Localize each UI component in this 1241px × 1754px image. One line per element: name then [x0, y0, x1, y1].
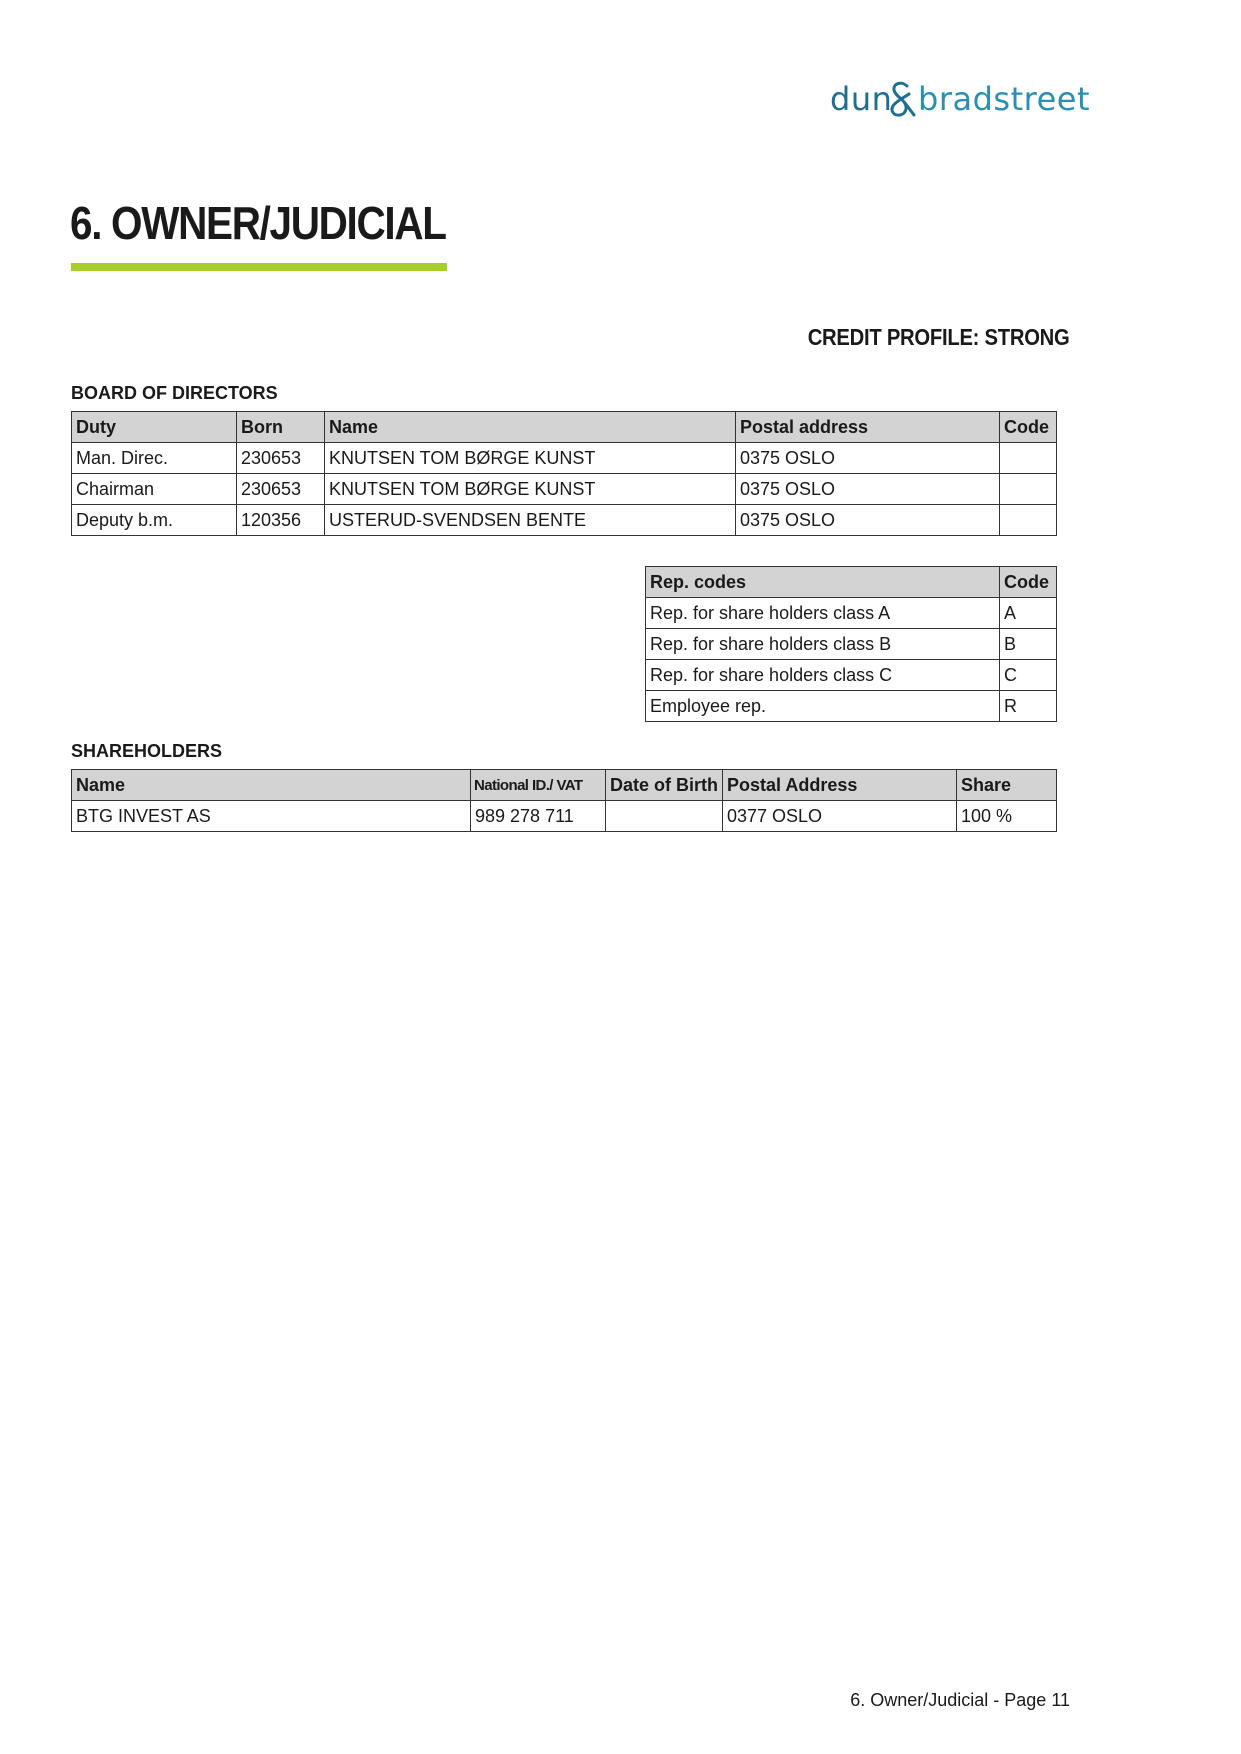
title-underline	[71, 263, 447, 271]
table-cell: Man. Direc.	[72, 443, 237, 474]
column-header-duty: Duty	[72, 412, 237, 443]
column-header-born: Born	[237, 412, 325, 443]
column-header-national-id-vat: National ID./ VAT	[471, 770, 606, 801]
table-row	[72, 801, 1057, 832]
table-cell: R	[1000, 691, 1057, 722]
table-row	[646, 629, 1057, 660]
table-cell: BTG INVEST AS	[72, 801, 471, 832]
table-cell: USTERUD-SVENDSEN BENTE	[325, 505, 736, 536]
table-cell: 0375 OSLO	[736, 443, 1000, 474]
table-row	[646, 598, 1057, 629]
table-cell: C	[1000, 660, 1057, 691]
table-cell: 230653	[237, 443, 325, 474]
table-cell: 0377 OSLO	[723, 801, 957, 832]
logo-text-bradstreet: bradstreet	[918, 80, 1090, 118]
table-header-row	[646, 567, 1057, 598]
table-cell: 0375 OSLO	[736, 505, 1000, 536]
table-cell: 0375 OSLO	[736, 474, 1000, 505]
column-header-code: Code	[1000, 412, 1057, 443]
table-cell: KNUTSEN TOM BØRGE KUNST	[325, 443, 736, 474]
column-header-postal-address: Postal address	[736, 412, 1000, 443]
dun-bradstreet-logo	[830, 78, 1090, 122]
page-footer: 6. Owner/Judicial - Page 11	[850, 1690, 1070, 1710]
table-cell: B	[1000, 629, 1057, 660]
table-cell: 230653	[237, 474, 325, 505]
shareholders-section-label: SHAREHOLDERS	[71, 741, 223, 761]
column-header-date-of-birth: Date of Birth	[606, 770, 723, 801]
column-header-code: Code	[1000, 567, 1057, 598]
table-row	[72, 505, 1057, 536]
shareholders-table	[71, 769, 1057, 832]
table-cell: Rep. for share holders class B	[646, 629, 1000, 660]
column-header-name: Name	[325, 412, 736, 443]
table-cell: KNUTSEN TOM BØRGE KUNST	[325, 474, 736, 505]
page-title: 6. OWNER/JUDICIAL	[70, 197, 446, 249]
table-row	[72, 474, 1057, 505]
column-header-postal-address: Postal Address	[723, 770, 957, 801]
board-of-directors-table	[71, 411, 1057, 536]
table-row	[72, 443, 1057, 474]
credit-profile: CREDIT PROFILE: STRONG	[808, 324, 1070, 350]
table-cell: Rep. for share holders class C	[646, 660, 1000, 691]
column-header-name: Name	[72, 770, 471, 801]
rep-codes-table	[645, 566, 1057, 722]
ampersand-logo-icon	[887, 81, 917, 119]
table-cell: 120356	[237, 505, 325, 536]
table-cell: 989 278 711	[471, 801, 606, 832]
column-header-rep-codes: Rep. codes	[646, 567, 1000, 598]
table-cell	[1000, 505, 1057, 536]
table-cell	[1000, 443, 1057, 474]
table-header-row	[72, 412, 1057, 443]
table-cell	[1000, 474, 1057, 505]
table-header-row	[72, 770, 1057, 801]
table-cell: Employee rep.	[646, 691, 1000, 722]
column-header-share: Share	[957, 770, 1057, 801]
table-row	[646, 660, 1057, 691]
table-cell	[606, 801, 723, 832]
board-section-label: BOARD OF DIRECTORS	[71, 383, 278, 403]
table-cell: A	[1000, 598, 1057, 629]
table-cell: Chairman	[72, 474, 237, 505]
table-cell: Rep. for share holders class A	[646, 598, 1000, 629]
logo-text-dun: dun	[830, 80, 893, 118]
table-cell: 100 %	[957, 801, 1057, 832]
table-row	[646, 691, 1057, 722]
table-cell: Deputy b.m.	[72, 505, 237, 536]
